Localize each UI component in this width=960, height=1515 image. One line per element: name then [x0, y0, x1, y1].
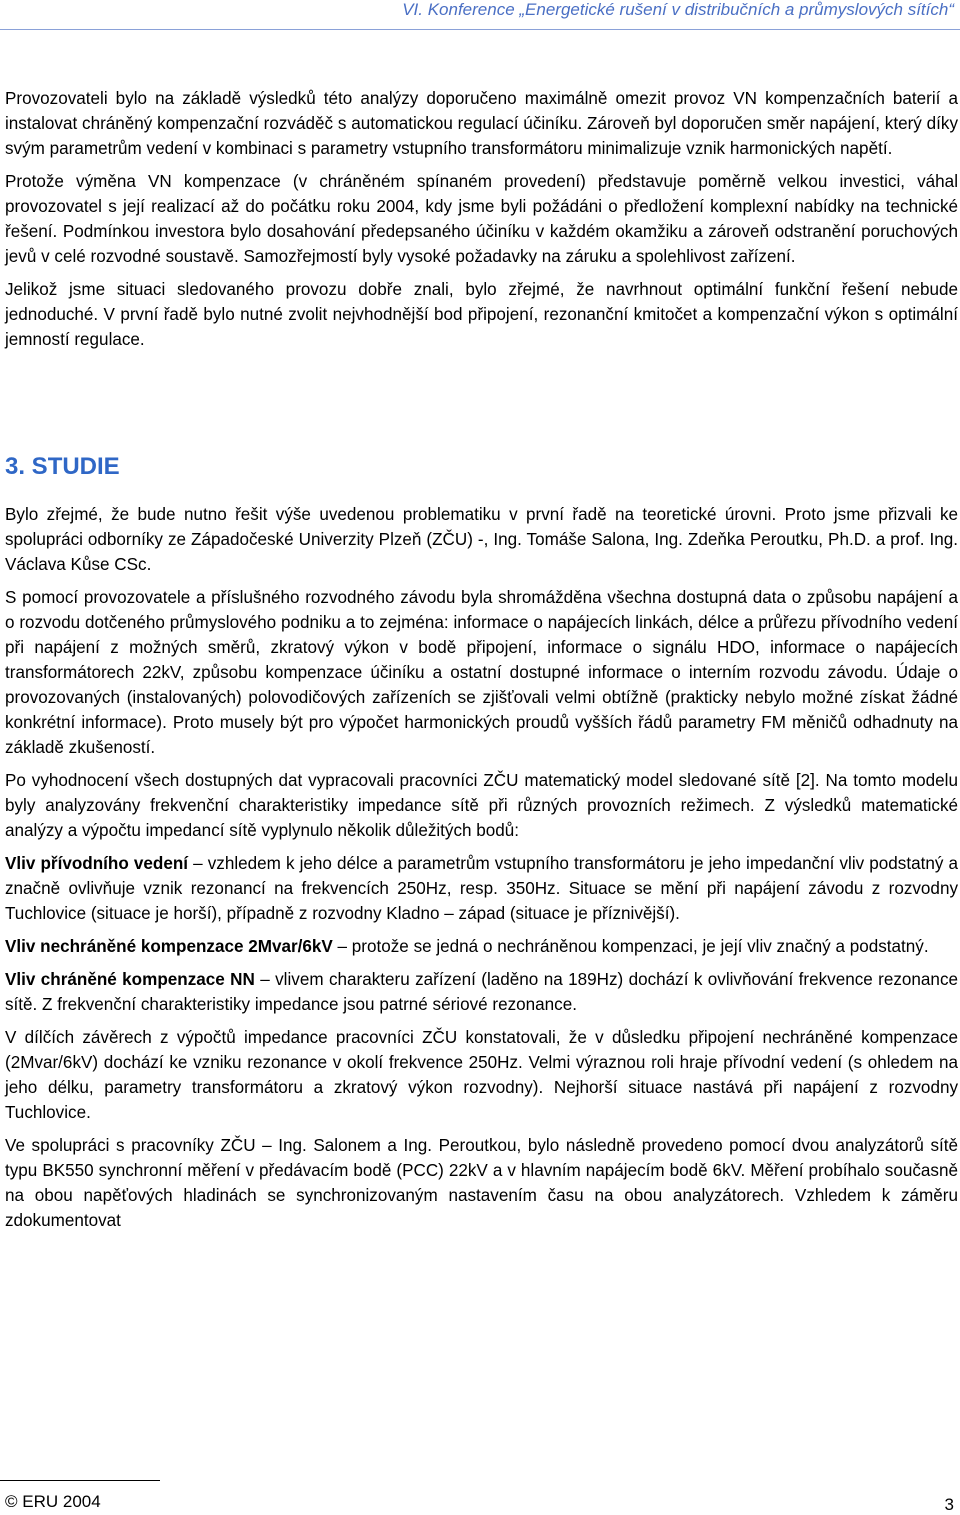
finding-text: – vlivem charakteru zařízení (laděno na 189Hz) dochází k ovlivňování frekvence rezonance sítě. Z frekvenční charakteristiky impedance jsou patrné sériové rezonance.: [5, 970, 958, 1014]
page-body: [5, 86, 958, 1241]
finding-text: – vzhledem k jeho délce a parametrům vstupního transformátoru je jeho impedanční vliv podstatný a značně ovlivňuje vznik rezonancí na frekvencích 250Hz, resp. 350Hz. Situace se mění při napájení závodu z rozvodny Tuchlovice (situace je horší), případně z rozvodny Kladno – západ (situace je příznivější).: [5, 854, 958, 923]
finding-heading: Vliv nechráněné kompenzace 2Mvar/6kV: [5, 937, 333, 956]
conference-title: [402, 0, 954, 20]
footer-copyright: © ERU 2004: [5, 1492, 101, 1511]
section-title: 3. STUDIE: [5, 453, 120, 480]
finding-heading: Vliv chráněné kompenzace NN: [5, 970, 255, 989]
paragraph: Provozovateli bylo na základě výsledků této analýzy doporučeno maximálně omezit provoz VN kompenzačních baterií a instalovat chráněný kompenzační rozváděč s automatickou regulací účiníku. Zároveň byl doporučen směr napájení, který díky svým parametrům vedení v kombinaci s parametry vstupního transformátoru minimalizuje vznik harmonických napětí.: [5, 89, 958, 158]
paragraph: Ve spolupráci s pracovníky ZČU – Ing. Salonem a Ing. Peroutkou, bylo následně provedeno pomocí dvou analyzátorů sítě typu BK550 synchronní měření v předávacím bodě (PCC) 22kV a v hlavním napájecím bodě 6kV. Měření probíhalo současně na obou napěťových hladinách se synchronizovaným nastavením času na obou analyzátorech. Vzhledem k záměru zdokumentovat: [5, 1136, 958, 1230]
conference-italic-title: „Energetické rušení v distribučních a průmyslových sítích“: [519, 0, 954, 19]
finding-paragraph: [5, 934, 958, 959]
spacer: [5, 360, 958, 452]
conference-prefix: VI. Konference: [402, 0, 520, 19]
paragraph: V dílčích závěrech z výpočtů impedance pracovníci ZČU konstatovali, že v důsledku připojení nechráněné kompenzace (2Mvar/6kV) dochází ke vzniku rezonance v okolí frekvence 250Hz. Velmi výraznou roli hraje přívodní vedení (s ohledem na jeho délku, parametry transformátoru a zkratový výkon rozvodny). Nejhorší situace nastává při napájení z rozvodny Tuchlovice.: [5, 1028, 958, 1122]
page-header: [0, 0, 960, 22]
paragraph: Protože výměna VN kompenzace (v chráněném spínaném provedení) představuje poměrně velkou investici, váhal provozovatel s její realizací až do počátku roku 2004, kdy jsme byli požádáni o předložení komplexní nabídky na technické řešení. Podmínkou investora bylo dosahování předepsaného účiníku v každém okamžiku a zároveň odstranění poruchových jevů v celé rozvodné soustavě. Samozřejmostí byly vysoké požadavky na záruku a spolehlivost zařízení.: [5, 172, 958, 266]
paragraph: Jelikož jsme situaci sledovaného provozu dobře znali, bylo zřejmé, že navrhnout optimální funkční řešení nebude jednoduché. V první řadě bylo nutné zvolit nejvhodnější bod připojení, rezonanční kmitočet a kompenzační výkon s optimální jemností regulace.: [5, 280, 958, 349]
finding-paragraph: [5, 851, 958, 926]
paragraph: Po vyhodnocení všech dostupných dat vypracovali pracovníci ZČU matematický model sledované sítě [2]. Na tomto modelu byly analyzovány frekvenční charakteristiky impedance sítě při různých provozních režimech. Z výsledků matematické analýzy a výpočtu impedancí sítě vyplynulo několik důležitých bodů:: [5, 771, 958, 840]
finding-text: – protože se jedná o nechráněnou kompenzaci, je její vliv značný a podstatný.: [332, 937, 929, 956]
finding-paragraph: [5, 967, 958, 1017]
finding-heading: Vliv přívodního vedení: [5, 854, 189, 873]
page-number: 3: [944, 1495, 954, 1514]
paragraph: S pomocí provozovatele a příslušného rozvodného závodu byla shromážděna všechna dostupná data o způsobu napájení a o rozvodu dotčeného průmyslového podniku a to zejména: informace o napájecích linkách, délce a průřezu přívodního vedení při napájení z možných směrů, zkratový výkon v bodě připojení, informace o signálu HDO, informace o napájecích transformátorech 22kV, způsobu kompenzace účiníku a ostatní dostupné informace o interním rozvodu závodu. Údaje o provozovaných (instalovaných) polovodičových zařízeních se zjišťovali velmi obtížně (prakticky nebylo možné získat žádné konkrétní informace). Proto musely být pro výpočet harmonických proudů vyšších řádů parametry FM měničů odhadnuty na základě zkušeností.: [5, 588, 958, 757]
paragraph: Bylo zřejmé, že bude nutno řešit výše uvedenou problematiku v první řadě na teoretické úrovni. Proto jsme přizvali ke spolupráci odborníky ze Západočeské Univerzity Plzeň (ZČU) -, Ing. Tomáše Salona, Ing. Zdeňka Peroutku, Ph.D. a prof. Ing. Václava Kůse CSc.: [5, 505, 958, 574]
header-divider: [0, 29, 960, 30]
footer-divider: [0, 1480, 160, 1481]
